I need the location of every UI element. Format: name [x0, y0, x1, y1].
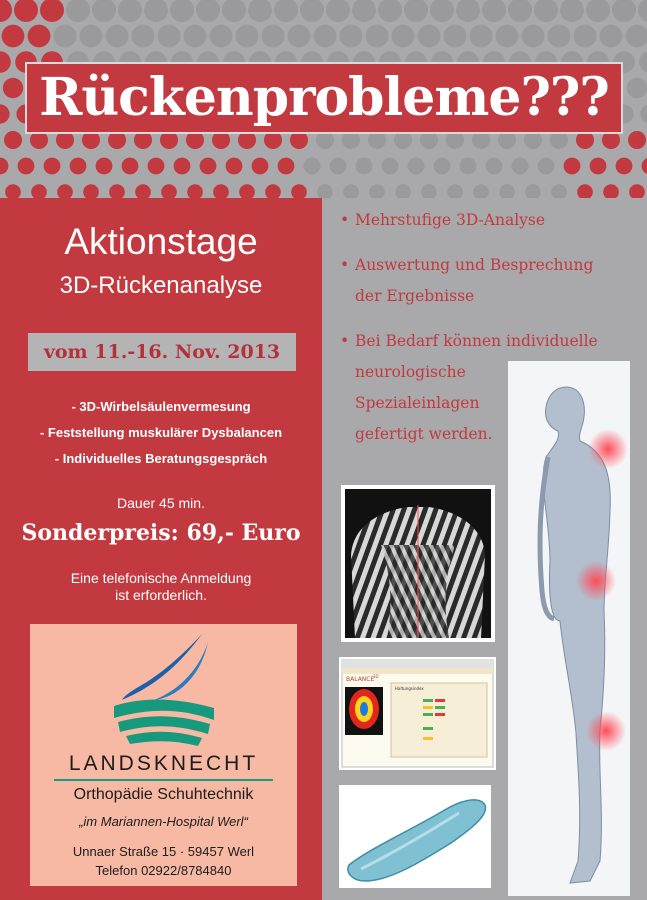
pattern-dot	[288, 25, 311, 48]
pattern-dot	[0, 158, 8, 175]
pattern-dot	[482, 0, 506, 22]
feature-item: - Individuelles Beratungsgespräch	[54, 451, 268, 466]
pattern-dot	[508, 0, 532, 22]
feature-item: - 3D-Wirbelsäulenvermesung	[71, 399, 251, 414]
pattern-dot	[144, 0, 168, 22]
headline-banner	[25, 62, 623, 134]
software-panel-title: Haltungsindex	[395, 686, 424, 691]
pattern-dot	[444, 25, 467, 48]
pattern-dot	[326, 0, 350, 22]
pattern-dot	[612, 0, 636, 22]
pattern-dot	[586, 0, 610, 22]
date-badge	[28, 333, 296, 371]
pattern-dot	[252, 158, 269, 175]
pattern-dot	[248, 0, 272, 22]
pattern-dot	[418, 25, 441, 48]
analysis-software-image	[339, 657, 496, 770]
pattern-dot	[174, 158, 191, 175]
pattern-dot	[14, 0, 38, 22]
pattern-dot	[106, 25, 129, 48]
pattern-dot	[304, 158, 321, 175]
insole-image	[339, 785, 491, 888]
benefit-line: Mehrstufige 3D-Analyse	[355, 211, 546, 229]
pattern-dot	[534, 0, 558, 22]
company-logo-icon	[110, 628, 220, 750]
pattern-dot	[0, 0, 12, 22]
pattern-dot	[330, 158, 347, 175]
pattern-dot	[627, 78, 647, 98]
pattern-dot	[640, 104, 647, 123]
pattern-dot	[148, 158, 165, 175]
pattern-dot	[0, 51, 11, 73]
pattern-dot	[18, 158, 35, 175]
pattern-dot	[44, 158, 61, 175]
pattern-dot	[300, 0, 324, 22]
pattern-dot	[132, 25, 155, 48]
feature-item: - Feststellung muskulärer Dysbalancen	[39, 425, 283, 440]
software-brand-suffix: 3D	[373, 674, 379, 679]
pattern-dot	[196, 0, 220, 22]
pattern-dot	[236, 25, 259, 48]
pattern-dot	[278, 158, 295, 175]
pattern-dot	[522, 25, 545, 48]
pattern-dot	[184, 25, 207, 48]
pattern-dot	[314, 25, 337, 48]
special-price: Sonderpreis: 69,- Euro	[21, 520, 301, 546]
pattern-dot	[600, 25, 623, 48]
pattern-dot	[222, 0, 246, 22]
pattern-dot	[430, 0, 454, 22]
benefit-line: Bei Bedarf können individuelle	[355, 332, 598, 350]
action-days-title: Aktionstage	[64, 221, 258, 262]
pattern-dot	[40, 0, 64, 22]
pattern-dot	[548, 25, 571, 48]
pattern-dot	[378, 0, 402, 22]
duration-text: Dauer 45 min.	[117, 495, 205, 511]
pattern-dot	[352, 0, 376, 22]
back-scan-image	[341, 485, 495, 642]
pattern-dot	[92, 0, 116, 22]
pattern-dot	[392, 25, 415, 48]
pattern-dot	[628, 131, 646, 149]
pattern-dot	[226, 158, 243, 175]
software-brand: BALANCE	[346, 676, 375, 683]
pattern-dot	[28, 25, 51, 48]
company-contact	[30, 842, 297, 880]
benefit-item	[340, 250, 640, 312]
divider	[54, 779, 273, 781]
pattern-dot	[560, 0, 584, 22]
pattern-dot	[54, 25, 77, 48]
company-name: LANDSKNECHT	[68, 752, 259, 775]
benefit-line: der Ergebnisse	[355, 287, 475, 305]
bullet-dot: •	[340, 332, 350, 350]
pattern-dot	[170, 0, 194, 22]
benefit-line: Spezialeinlagen	[355, 394, 480, 412]
pattern-dot	[434, 158, 451, 175]
pattern-dot	[626, 25, 647, 48]
feature-list	[0, 397, 322, 475]
pattern-dot	[616, 158, 633, 175]
bullet-dot: •	[340, 256, 350, 274]
pattern-dot	[512, 158, 529, 175]
benefit-line: gefertigt werden.	[355, 425, 493, 443]
registration-line: Eine telefonische Anmeldung	[70, 570, 252, 586]
registration-note	[0, 570, 322, 604]
benefit-line: Auswertung und Besprechung	[355, 256, 594, 274]
pattern-dot	[66, 0, 90, 22]
pattern-dot	[70, 158, 87, 175]
pattern-dot	[2, 25, 25, 48]
pattern-dot	[356, 158, 373, 175]
pattern-dot	[118, 0, 142, 22]
pattern-dot	[470, 25, 493, 48]
pattern-dot	[496, 25, 519, 48]
anatomy-illustration	[508, 361, 630, 896]
pattern-dot	[456, 0, 480, 22]
pattern-dot	[486, 158, 503, 175]
pattern-dot	[122, 158, 139, 175]
pattern-dot	[158, 25, 181, 48]
benefit-item	[340, 205, 640, 236]
pattern-dot	[638, 0, 647, 22]
benefit-line: neurologische	[355, 363, 466, 381]
company-phone: Telefon 02922/8784840	[95, 863, 232, 878]
pattern-dot	[538, 158, 555, 175]
pattern-dot	[4, 131, 22, 149]
pattern-dot	[639, 51, 647, 73]
action-days-subtitle: 3D-Rückenanalyse	[59, 272, 263, 299]
pattern-dot	[0, 104, 10, 123]
pattern-dot	[408, 158, 425, 175]
pattern-dot	[274, 0, 298, 22]
pattern-dot	[642, 158, 647, 175]
company-address: Unnaer Straße 15 · 59457 Werl	[72, 844, 255, 859]
pattern-dot	[574, 25, 597, 48]
page-title: Rückenprobleme???	[39, 67, 609, 128]
pattern-dot	[340, 25, 363, 48]
pattern-dot	[404, 0, 428, 22]
company-card	[30, 624, 297, 886]
pattern-dot	[96, 158, 113, 175]
company-slogan: „im Mariannen-Hospital Werl“	[79, 814, 248, 829]
pattern-dot	[210, 25, 233, 48]
pattern-dot	[3, 78, 23, 98]
registration-line: ist erforderlich.	[115, 587, 207, 603]
pattern-dot	[366, 25, 389, 48]
pattern-dot	[262, 25, 285, 48]
pattern-dot	[200, 158, 217, 175]
pattern-dot	[590, 158, 607, 175]
date-text: vom 11.-16. Nov. 2013	[43, 341, 281, 363]
company-trade: Orthopädie Schuhtechnik	[73, 786, 254, 803]
pattern-dot	[80, 25, 103, 48]
pattern-dot	[382, 158, 399, 175]
bullet-dot: •	[340, 211, 350, 229]
pattern-dot	[460, 158, 477, 175]
pattern-dot	[564, 158, 581, 175]
